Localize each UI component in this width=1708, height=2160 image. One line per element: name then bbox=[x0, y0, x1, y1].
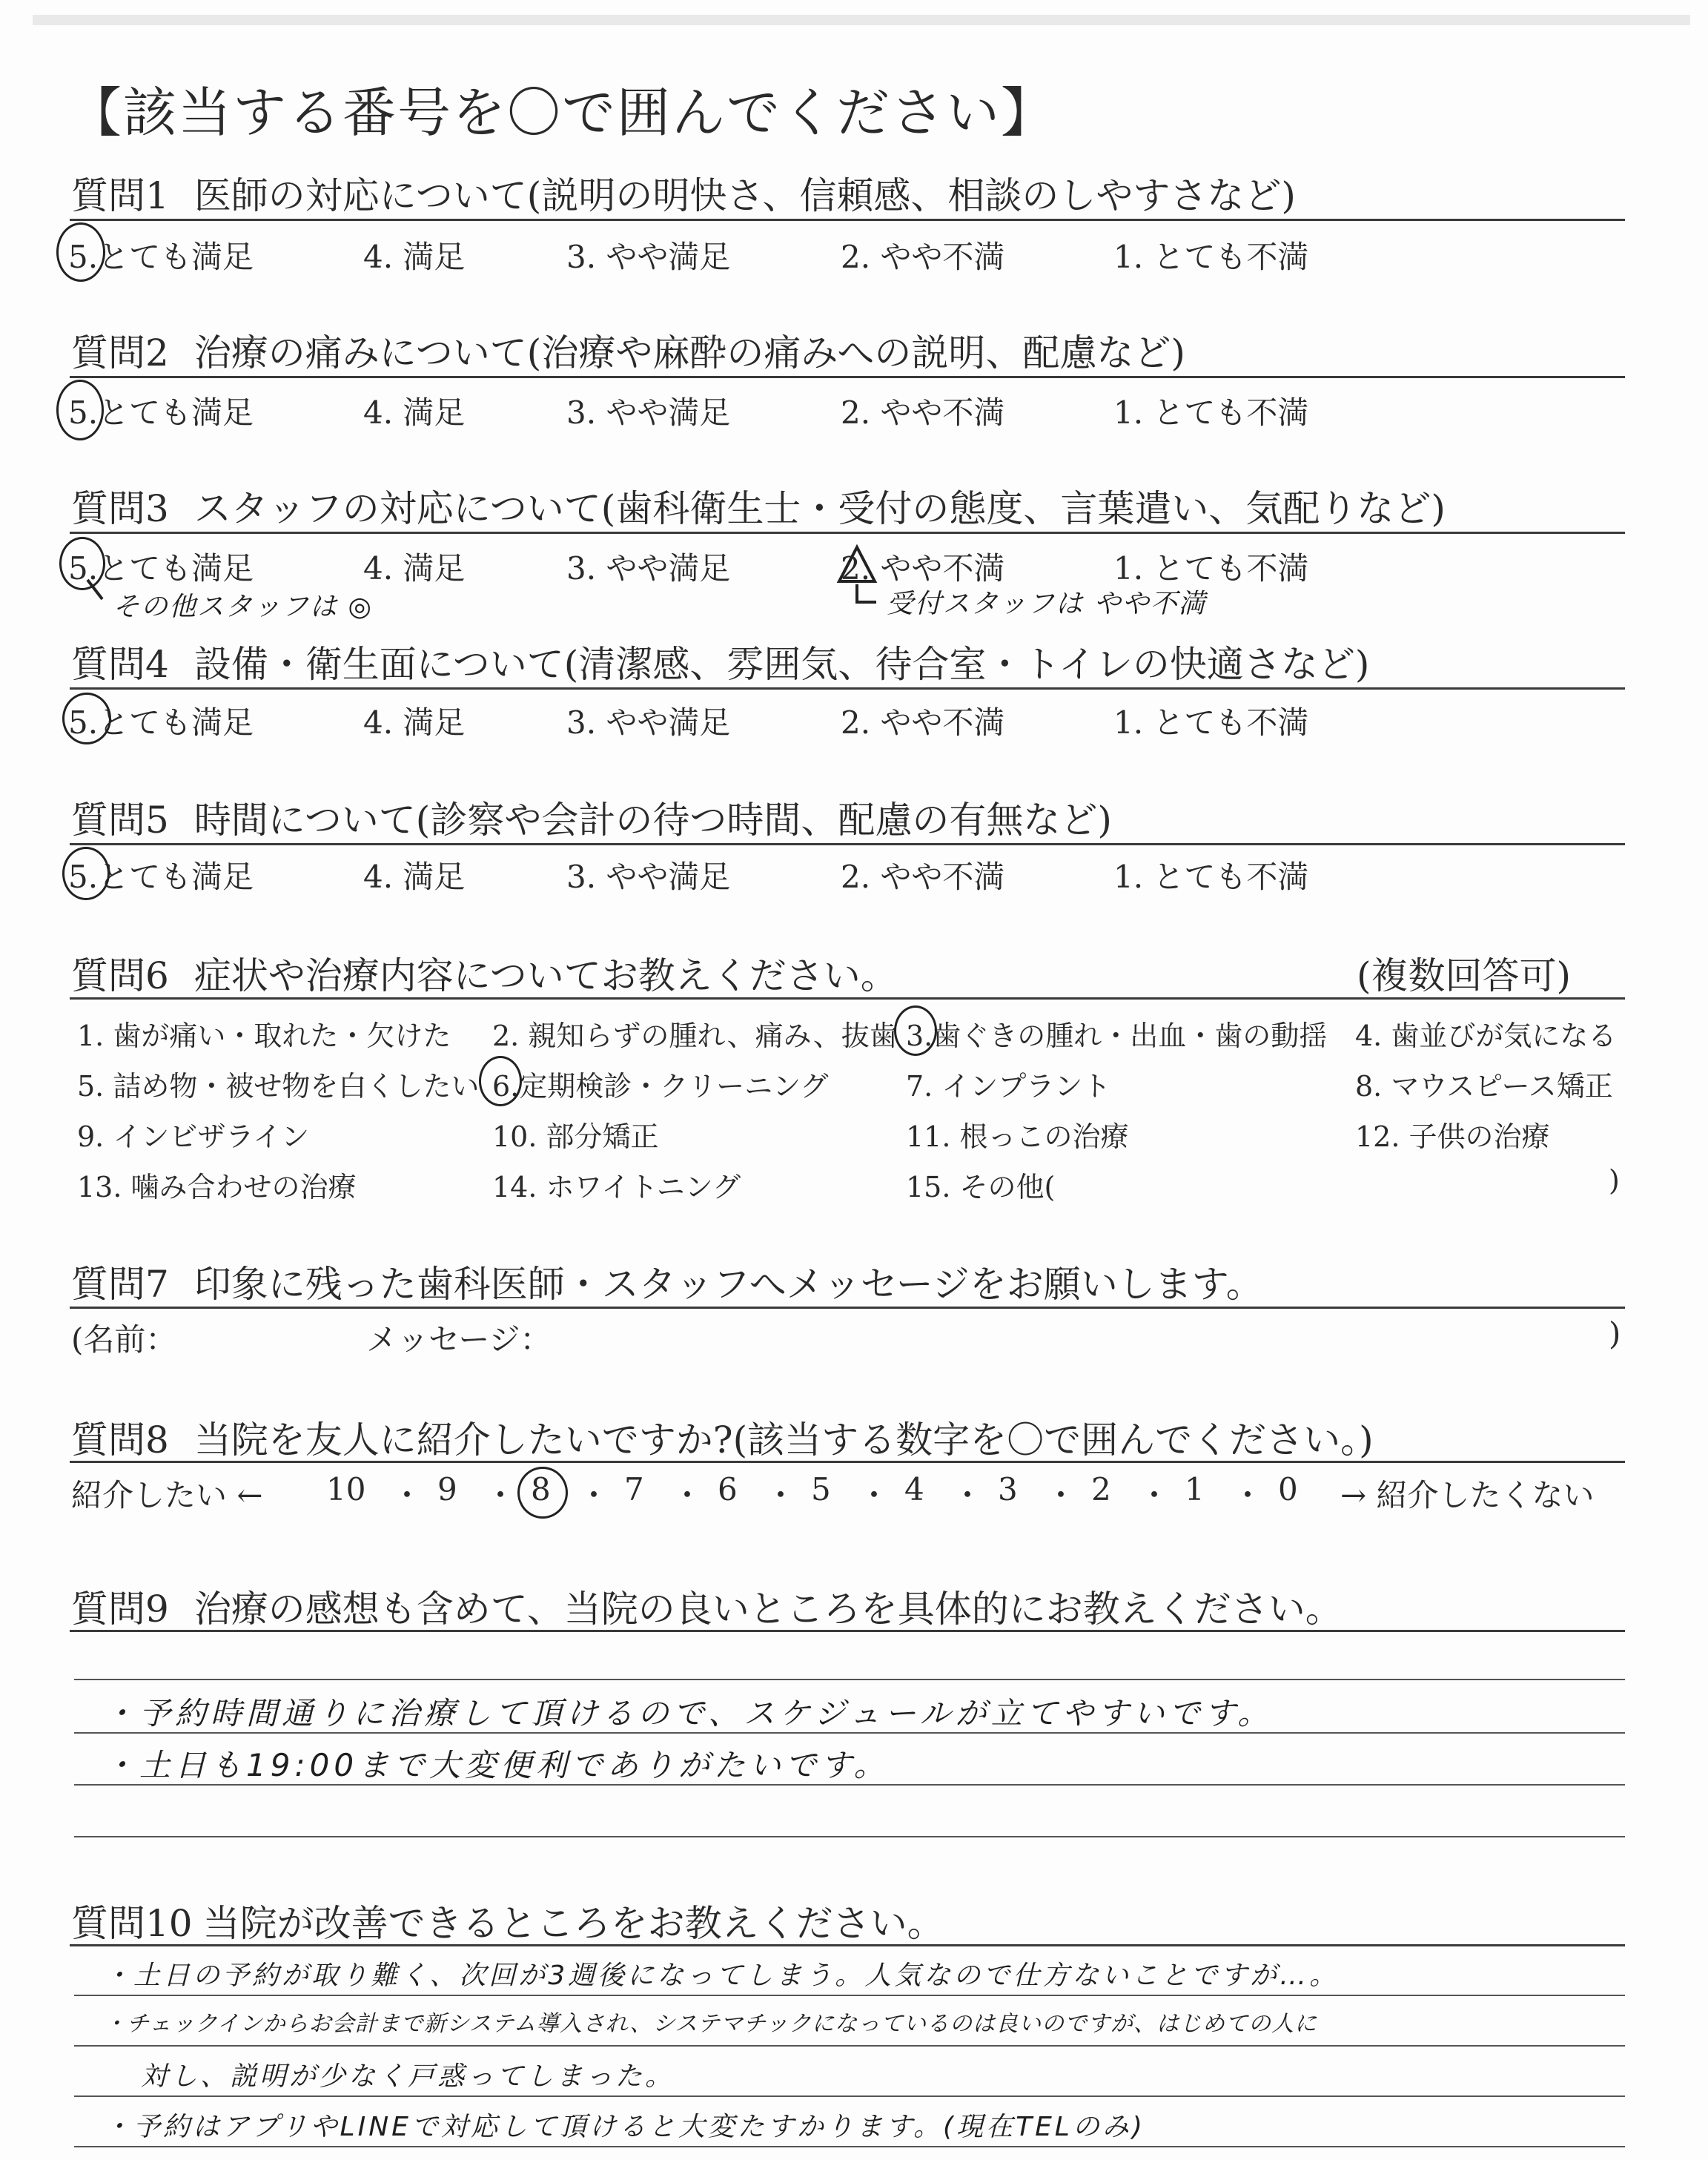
symptom-option-5[interactable]: 5. 詰め物・被せ物を白くしたい bbox=[77, 1070, 480, 1103]
answer-circle-mark bbox=[56, 222, 105, 282]
answer-circle-mark bbox=[517, 1467, 568, 1519]
symptom-option-7[interactable]: 7. インプラント bbox=[906, 1070, 1111, 1103]
scale-left-label: 紹介したい ← bbox=[71, 1477, 263, 1513]
answer-circle-mark bbox=[62, 693, 111, 744]
handwritten-answer-2: ・土日も19:00まで大変便利でありがたいです。 bbox=[104, 1747, 890, 1783]
question-text: 設備・衛生面について(清潔感、雰囲気、待合室・トイレの快適さなど) bbox=[193, 643, 1370, 686]
handwritten-answer-1: ・予約時間通りに治療して頂けるので、スケジュールが立てやすいです。 bbox=[104, 1695, 1274, 1731]
handwritten-answer-1: ・土日の予約が取り難く、次回が3週後になってしまう。人気なので仕方ないことですが…。 bbox=[104, 1961, 1340, 1991]
option-3[interactable]: 3. やや満足 bbox=[566, 394, 731, 431]
answer-line bbox=[74, 1679, 1625, 1680]
answer-circle-mark bbox=[62, 847, 110, 900]
page-title: 【該当する番号を〇で囲んでください】 bbox=[68, 82, 1056, 144]
option-4[interactable]: 4. 満足 bbox=[363, 859, 466, 895]
question-text: スタッフの対応について(歯科衛生士・受付の態度、言葉遣い、気配りなど) bbox=[193, 487, 1446, 530]
handwritten-note-2: 受付スタッフは やや不満 bbox=[887, 589, 1207, 619]
option-1[interactable]: 1. とても不満 bbox=[1113, 704, 1309, 741]
question-number: 質問6 bbox=[71, 954, 169, 997]
scale-dot: ・ bbox=[765, 1477, 797, 1513]
option-4[interactable]: 4. 満足 bbox=[363, 239, 466, 275]
question-header bbox=[71, 479, 1446, 532]
scale-9[interactable]: 9 bbox=[437, 1471, 457, 1507]
question-text: 医師の対応について(説明の明快さ、信頼感、相談のしやすさなど) bbox=[193, 174, 1296, 217]
handwritten-answer-3: 対し、説明が少なく戸惑ってしまった。 bbox=[141, 2061, 675, 2092]
question-text: 治療の痛みについて(治療や麻酔の痛みへの説明、配慮など) bbox=[193, 331, 1185, 374]
scale-dot: ・ bbox=[578, 1477, 610, 1513]
scale-0[interactable]: 0 bbox=[1278, 1471, 1298, 1507]
question-header bbox=[71, 323, 1185, 377]
message-label: メッセージ： bbox=[366, 1321, 552, 1358]
handwritten-note-1: その他スタッフは ◎ bbox=[113, 592, 373, 622]
question-text: 当院が改善できるところをお教えください。 bbox=[202, 1902, 944, 1945]
question-number: 質問8 bbox=[71, 1418, 169, 1462]
answer-line bbox=[74, 1836, 1625, 1837]
scale-2[interactable]: 2 bbox=[1091, 1471, 1111, 1507]
question-text: 印象に残った歯科医師・スタッフへメッセージをお願いします。 bbox=[193, 1263, 1263, 1306]
question-number: 質問9 bbox=[71, 1588, 169, 1631]
question-number: 質問4 bbox=[71, 643, 169, 686]
scale-10[interactable]: 10 bbox=[326, 1471, 366, 1507]
divider bbox=[70, 219, 1625, 221]
divider bbox=[70, 1307, 1625, 1309]
question-text: 治療の感想も含めて、当院の良いところを具体的にお教えください。 bbox=[193, 1588, 1343, 1631]
symptom-option-14[interactable]: 14. ホワイトニング bbox=[492, 1171, 741, 1203]
symptom-option-11[interactable]: 11. 根っこの治療 bbox=[906, 1120, 1129, 1153]
scale-dot: ・ bbox=[858, 1477, 890, 1513]
question-header bbox=[71, 1410, 1374, 1464]
scale-dot: ・ bbox=[1045, 1477, 1077, 1513]
message-close-paren: ) bbox=[1609, 1315, 1621, 1352]
question-header bbox=[71, 1579, 1343, 1633]
question-number: 質問2 bbox=[71, 331, 169, 374]
option-3[interactable]: 3. やや満足 bbox=[566, 239, 731, 275]
option-2[interactable]: 2. やや不満 bbox=[841, 550, 1005, 587]
scale-dot: ・ bbox=[485, 1477, 517, 1513]
option-1[interactable]: 1. とても不満 bbox=[1113, 859, 1309, 895]
option-3[interactable]: 3. やや満足 bbox=[566, 859, 731, 895]
handwritten-answer-4: ・予約はアプリやLINEで対応して頂けると大変たすかります。(現在TELのみ) bbox=[104, 2112, 1145, 2142]
scale-dot: ・ bbox=[672, 1477, 704, 1513]
symptom-option-12[interactable]: 12. 子供の治療 bbox=[1355, 1120, 1550, 1153]
divider bbox=[70, 1944, 1625, 1946]
symptom-option-9[interactable]: 9. インビザライン bbox=[77, 1120, 310, 1153]
question-number: 質問7 bbox=[71, 1263, 169, 1306]
question-header bbox=[71, 635, 1369, 688]
question-header bbox=[71, 946, 898, 1000]
divider bbox=[70, 687, 1625, 690]
scale-1[interactable]: 1 bbox=[1185, 1471, 1205, 1507]
scan-top-edge bbox=[33, 15, 1690, 25]
option-5[interactable]: 5.とても満足 bbox=[68, 704, 254, 741]
question-text: 症状や治療内容についてお教えください。 bbox=[193, 954, 898, 997]
symptom-option-10[interactable]: 10. 部分矯正 bbox=[492, 1120, 659, 1153]
option-5[interactable]: 5.とても満足 bbox=[68, 239, 254, 275]
answer-circle-mark bbox=[56, 380, 104, 440]
divider bbox=[70, 532, 1625, 534]
option-2[interactable]: 2. やや不満 bbox=[841, 394, 1005, 431]
option-3[interactable]: 3. やや満足 bbox=[566, 550, 731, 587]
divider bbox=[70, 376, 1625, 378]
question-header bbox=[71, 790, 1112, 844]
question-number: 質問3 bbox=[71, 487, 169, 530]
question-header bbox=[71, 166, 1296, 219]
option-2[interactable]: 2. やや不満 bbox=[841, 704, 1005, 741]
multi-answer-note: (複数回答可) bbox=[1357, 954, 1572, 997]
symptom-option-1[interactable]: 1. 歯が痛い・取れた・欠けた bbox=[77, 1020, 451, 1052]
symptom-option-2[interactable]: 2. 親知らずの腫れ、痛み、抜歯 bbox=[492, 1020, 898, 1052]
question-header bbox=[71, 1894, 944, 1947]
symptom-option-4[interactable]: 4. 歯並びが気になる bbox=[1355, 1020, 1617, 1052]
handwritten-answer-2: ・チェックインからお会計まで新システム導入され、システマチックになっているのは良いのですが、はじめての人に bbox=[104, 2011, 1317, 2037]
option-5[interactable]: 5.とても満足 bbox=[68, 859, 254, 895]
scale-8[interactable]: 8 bbox=[531, 1471, 551, 1507]
scale-dot: ・ bbox=[1232, 1477, 1264, 1513]
answer-line bbox=[74, 2045, 1625, 2047]
option-2[interactable]: 2. やや不満 bbox=[841, 859, 1005, 895]
scale-dot: ・ bbox=[952, 1477, 984, 1513]
option-1[interactable]: 1. とても不満 bbox=[1113, 394, 1309, 431]
symptom-option-8[interactable]: 8. マウスピース矯正 bbox=[1355, 1070, 1613, 1103]
question-header bbox=[71, 1255, 1263, 1308]
symptom-option-15[interactable]: 15. その他( bbox=[906, 1171, 1056, 1203]
scale-6[interactable]: 6 bbox=[718, 1471, 738, 1507]
symptom-option-3[interactable]: 3.歯ぐきの腫れ・出血・歯の動揺 bbox=[906, 1020, 1328, 1052]
divider bbox=[70, 1630, 1625, 1632]
symptom-option-13[interactable]: 13. 噛み合わせの治療 bbox=[77, 1171, 357, 1203]
answer-circle-mark bbox=[894, 1005, 937, 1056]
question-text: 当院を友人に紹介したいですか?(該当する数字を〇で囲んでください。) bbox=[193, 1418, 1374, 1462]
option-1[interactable]: 1. とても不満 bbox=[1113, 239, 1309, 275]
triangle-mark bbox=[835, 543, 879, 587]
option-5[interactable]: 5.とても満足 bbox=[68, 550, 254, 587]
question-number: 質問1 bbox=[71, 174, 169, 217]
note-pointer-1 bbox=[82, 577, 111, 607]
scale-4[interactable]: 4 bbox=[904, 1471, 924, 1507]
scale-7[interactable]: 7 bbox=[624, 1471, 644, 1507]
option-4[interactable]: 4. 満足 bbox=[363, 394, 466, 431]
option-3[interactable]: 3. やや満足 bbox=[566, 704, 731, 741]
scale-3[interactable]: 3 bbox=[998, 1471, 1018, 1507]
divider bbox=[70, 1461, 1625, 1463]
answer-line bbox=[74, 1995, 1625, 1996]
scale-right-label: → 紹介したくない bbox=[1340, 1477, 1595, 1513]
divider bbox=[70, 843, 1625, 845]
scale-5[interactable]: 5 bbox=[811, 1471, 831, 1507]
answer-line bbox=[74, 2095, 1625, 2097]
option-4[interactable]: 4. 満足 bbox=[363, 704, 466, 741]
divider bbox=[70, 997, 1625, 1000]
question-text: 時間について(診察や会計の待つ時間、配慮の有無など) bbox=[193, 799, 1112, 842]
symptom-option-6[interactable]: 6.定期検診・クリーニング bbox=[492, 1070, 829, 1103]
option-4[interactable]: 4. 満足 bbox=[363, 550, 466, 587]
scale-dot: ・ bbox=[391, 1477, 423, 1513]
answer-line bbox=[74, 2146, 1625, 2147]
note-pointer-2 bbox=[853, 583, 882, 612]
option-5[interactable]: 5.とても満足 bbox=[68, 394, 254, 431]
option-1[interactable]: 1. とても不満 bbox=[1113, 550, 1309, 587]
scale-dot: ・ bbox=[1139, 1477, 1171, 1513]
name-label: (名前： bbox=[71, 1321, 177, 1358]
other-close-paren: ) bbox=[1609, 1164, 1620, 1197]
option-2[interactable]: 2. やや不満 bbox=[841, 239, 1005, 275]
answer-circle-mark bbox=[479, 1056, 522, 1106]
question-number: 質問10 bbox=[71, 1902, 193, 1945]
question-number: 質問5 bbox=[71, 799, 169, 842]
